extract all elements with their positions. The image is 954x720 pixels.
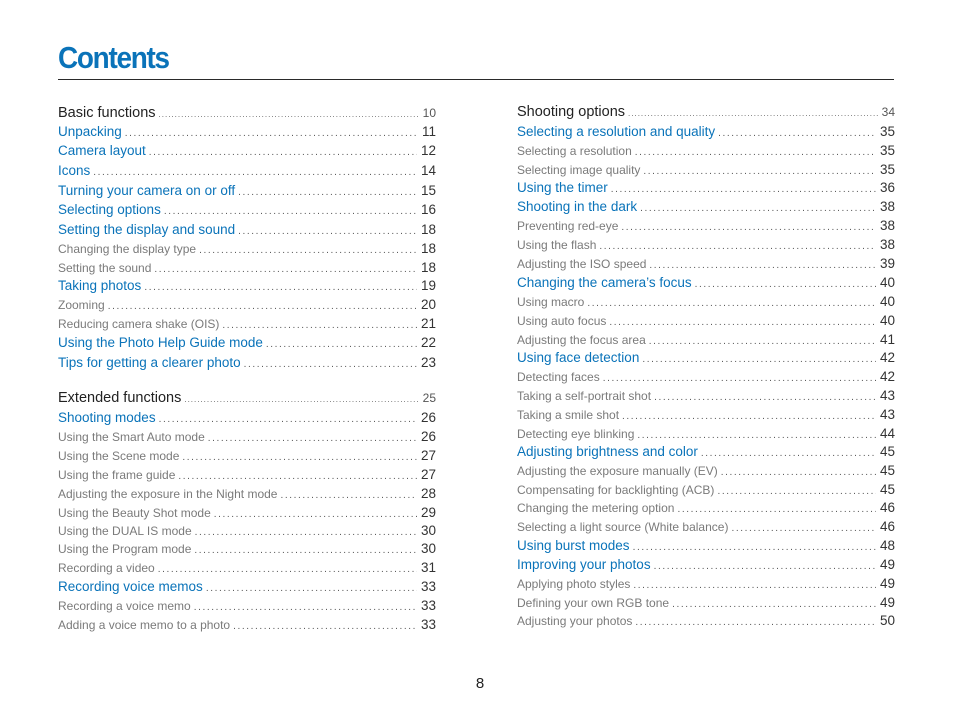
toc-entry-title: Detecting eye blinking (517, 427, 635, 441)
toc-leader-dots (643, 166, 876, 177)
toc-page-number: 14 (420, 163, 436, 178)
toc-page-number: 26 (420, 410, 436, 425)
toc-leader-dots (611, 184, 876, 195)
toc-leader-dots (635, 617, 876, 628)
toc-leader-dots (149, 147, 417, 158)
toc-link[interactable] (517, 275, 895, 290)
toc-entry-title: Adjusting the ISO speed (517, 257, 647, 271)
toc-page-number: 19 (420, 278, 436, 293)
toc-subentry (58, 241, 436, 256)
toc-leader-dots (731, 523, 876, 534)
toc-page-number: 12 (420, 143, 436, 158)
toc-entry-title: Zooming (58, 298, 105, 312)
title-divider (58, 79, 894, 80)
toc-subentry (517, 332, 895, 347)
toc-page-number: 34 (881, 105, 895, 119)
toc-page-number: 38 (879, 237, 895, 252)
toc-page-number: 21 (420, 316, 436, 331)
toc-page-number: 45 (879, 482, 895, 497)
toc-page-number: 41 (879, 332, 895, 347)
toc-page-number: 38 (879, 218, 895, 233)
toc-subentry (58, 541, 436, 556)
toc-entry-title: Taking a smile shot (517, 408, 620, 422)
toc-page-number: 40 (879, 275, 895, 290)
toc-subentry (58, 467, 436, 482)
toc-leader-dots (164, 206, 417, 217)
toc-entry-title: Taking a self-portrait shot (517, 389, 652, 403)
toc-leader-dots (718, 128, 876, 139)
toc-leader-dots (695, 279, 876, 290)
toc-leader-dots (280, 490, 417, 501)
toc-entry-title: Applying photo styles (517, 577, 631, 591)
toc-entry-title: Recording a video (58, 561, 155, 575)
toc-entry-title: Using the Beauty Shot mode (58, 506, 211, 520)
toc-link[interactable] (58, 355, 436, 370)
toc-subentry (58, 523, 436, 538)
toc-leader-dots (158, 564, 417, 575)
toc-leader-dots (266, 339, 417, 350)
toc-leader-dots (633, 542, 876, 553)
toc-entry-title: Compensating for backlighting (ACB) (517, 483, 715, 497)
page-title: Contents (58, 40, 169, 75)
toc-link[interactable] (58, 278, 436, 293)
toc-subentry (517, 613, 895, 628)
toc-page-number: 36 (879, 180, 895, 195)
toc-entry-title: Adding a voice memo to a photo (58, 618, 231, 632)
toc-subentry (58, 448, 436, 463)
toc-page-number: 33 (420, 579, 436, 594)
toc-entry-title: Adjusting the focus area (517, 333, 646, 347)
toc-entry-title: Using the Scene mode (58, 449, 180, 463)
toc-page-number: 26 (420, 429, 436, 444)
toc-entry-title: Using the Photo Help Guide mode (58, 335, 263, 350)
toc-entry-title: Using the flash (517, 238, 597, 252)
toc-leader-dots (721, 467, 876, 478)
toc-leader-dots (621, 222, 876, 233)
toc-section-heading (58, 105, 436, 121)
toc-leader-dots (677, 504, 876, 515)
toc-section-heading (517, 104, 895, 120)
toc-subentry (517, 388, 895, 403)
toc-page-number: 27 (420, 448, 436, 463)
toc-entry-title: Basic functions (58, 105, 156, 121)
toc-page-number: 10 (422, 106, 436, 120)
toc-page-number: 33 (420, 598, 436, 613)
toc-entry-title: Selecting image quality (517, 163, 641, 177)
toc-leader-dots (603, 373, 876, 384)
toc-link[interactable] (517, 199, 895, 214)
toc-page-number: 30 (420, 523, 436, 538)
toc-page-number: 43 (879, 407, 895, 422)
toc-entry-title: Recording voice memos (58, 579, 203, 594)
toc-subentry (58, 617, 436, 632)
toc-page-number: 27 (420, 467, 436, 482)
toc-leader-dots (637, 430, 876, 441)
toc-entry-title: Using auto focus (517, 314, 607, 328)
toc-page-number: 45 (879, 463, 895, 478)
toc-subentry (58, 316, 436, 331)
toc-link[interactable] (517, 538, 895, 553)
toc-page-number: 49 (879, 557, 895, 572)
toc-subentry (517, 237, 895, 252)
toc-link[interactable] (58, 579, 436, 594)
toc-entry-title: Using the DUAL IS mode (58, 524, 192, 538)
toc-link[interactable] (58, 222, 436, 237)
toc-subentry (517, 576, 895, 591)
toc-leader-dots (238, 187, 417, 198)
toc-link[interactable] (58, 143, 436, 158)
toc-page-number: 15 (420, 183, 436, 198)
toc-subentry (58, 560, 436, 575)
toc-entry-title: Selecting a resolution and quality (517, 124, 716, 139)
toc-leader-dots (622, 411, 876, 422)
toc-page-number: 29 (420, 505, 436, 520)
toc-link[interactable] (58, 335, 436, 350)
toc-page-number: 44 (879, 426, 895, 441)
toc-leader-dots (195, 527, 417, 538)
toc-leader-dots (206, 583, 417, 594)
toc-entry-title: Adjusting brightness and color (517, 444, 698, 459)
toc-leader-dots (93, 167, 417, 178)
toc-entry-title: Adjusting the exposure manually (EV) (517, 464, 718, 478)
toc-subentry (58, 260, 436, 275)
toc-subentry (517, 595, 895, 610)
toc-subentry (517, 519, 895, 534)
toc-subentry (517, 218, 895, 233)
toc-entry-title: Shooting options (517, 104, 626, 120)
toc-link[interactable] (58, 410, 436, 425)
toc-entry-title: Adjusting your photos (517, 614, 633, 628)
toc-entry-title: Shooting in the dark (517, 199, 638, 214)
toc-leader-dots (184, 395, 418, 404)
toc-leader-dots (233, 621, 417, 632)
toc-leader-dots (159, 414, 417, 425)
toc-entry-title: Using the timer (517, 180, 608, 195)
toc-page-number: 43 (879, 388, 895, 403)
toc-page-number: 39 (879, 256, 895, 271)
toc-subentry (58, 486, 436, 501)
toc-subentry (517, 294, 895, 309)
toc-leader-dots (199, 245, 417, 256)
toc-leader-dots (628, 109, 878, 118)
toc-page-number: 45 (879, 444, 895, 459)
toc-page-number: 30 (420, 541, 436, 556)
toc-page-number: 46 (879, 519, 895, 534)
toc-leader-dots (178, 471, 417, 482)
toc-leader-dots (649, 260, 876, 271)
toc-link[interactable] (58, 163, 436, 178)
toc-leader-dots (244, 359, 417, 370)
toc-leader-dots (649, 336, 876, 347)
toc-subentry (58, 505, 436, 520)
toc-link[interactable] (517, 444, 895, 459)
toc-section-heading (58, 390, 436, 406)
toc-leader-dots (222, 320, 417, 331)
toc-page-number: 25 (422, 391, 436, 405)
toc-entry-title: Tips for getting a clearer photo (58, 355, 241, 370)
toc-page-number: 33 (420, 617, 436, 632)
toc-entry-title: Changing the display type (58, 242, 197, 256)
toc-entry-title: Improving your photos (517, 557, 651, 572)
toc-leader-dots (194, 602, 417, 613)
toc-subentry (58, 297, 436, 312)
toc-page-number: 22 (420, 335, 436, 350)
toc-leader-dots (717, 486, 876, 497)
toc-page-number: 20 (420, 297, 436, 312)
toc-subentry (517, 407, 895, 422)
toc-leader-dots (194, 545, 417, 556)
toc-link[interactable] (517, 124, 895, 139)
toc-leader-dots (609, 317, 876, 328)
toc-subentry (517, 500, 895, 515)
toc-leader-dots (125, 128, 418, 139)
toc-page-number: 46 (879, 500, 895, 515)
toc-leader-dots (635, 147, 876, 158)
toc-entry-title: Adjusting the exposure in the Night mode (58, 487, 278, 501)
toc-link[interactable] (517, 180, 895, 195)
toc-entry-title: Unpacking (58, 124, 122, 139)
toc-entry-title: Using burst modes (517, 538, 630, 553)
toc-subentry (517, 426, 895, 441)
toc-page-number: 50 (879, 613, 895, 628)
toc-link[interactable] (58, 202, 436, 217)
toc-subentry (517, 313, 895, 328)
toc-entry-title: Selecting a resolution (517, 144, 632, 158)
toc-page-number: 16 (420, 202, 436, 217)
toc-subentry (517, 369, 895, 384)
toc-page-number: 35 (879, 124, 895, 139)
toc-leader-dots (654, 561, 876, 572)
toc-leader-dots (654, 392, 876, 403)
toc-leader-dots (144, 282, 417, 293)
toc-leader-dots (642, 354, 876, 365)
toc-leader-dots (599, 241, 876, 252)
toc-leader-dots (701, 448, 876, 459)
toc-page-number: 49 (879, 576, 895, 591)
toc-entry-title: Preventing red-eye (517, 219, 619, 233)
toc-page-number: 42 (879, 350, 895, 365)
toc-entry-title: Recording a voice memo (58, 599, 191, 613)
toc-entry-title: Using the frame guide (58, 468, 176, 482)
page-number: 8 (475, 675, 485, 692)
toc-entry-title: Using macro (517, 295, 585, 309)
toc-link[interactable] (58, 124, 436, 139)
toc-page-number: 23 (420, 355, 436, 370)
toc-subentry (517, 482, 895, 497)
toc-page-number: 11 (421, 124, 436, 139)
toc-subentry (58, 598, 436, 613)
toc-subentry (58, 429, 436, 444)
toc-leader-dots (182, 452, 417, 463)
toc-leader-dots (672, 599, 876, 610)
toc-page-number: 49 (879, 595, 895, 610)
toc-entry-title: Defining your own RGB tone (517, 596, 670, 610)
toc-link[interactable] (58, 183, 436, 198)
toc-entry-title: Taking photos (58, 278, 142, 293)
toc-link[interactable] (517, 350, 895, 365)
toc-entry-title: Camera layout (58, 143, 146, 158)
toc-page-number: 42 (879, 369, 895, 384)
toc-page-number: 35 (879, 143, 895, 158)
toc-page-number: 18 (420, 260, 436, 275)
toc-entry-title: Using the Program mode (58, 542, 192, 556)
toc-page-number: 28 (420, 486, 436, 501)
toc-page-number: 35 (879, 162, 895, 177)
toc-leader-dots (159, 110, 419, 119)
toc-leader-dots (208, 433, 417, 444)
toc-leader-dots (214, 509, 417, 520)
toc-page-number: 40 (879, 313, 895, 328)
toc-leader-dots (587, 298, 876, 309)
toc-entry-title: Changing the camera’s focus (517, 275, 692, 290)
toc-subentry (517, 143, 895, 158)
toc-leader-dots (633, 580, 876, 591)
toc-entry-title: Icons (58, 163, 91, 178)
toc-entry-title: Changing the metering option (517, 501, 675, 515)
toc-page-number: 18 (420, 222, 436, 237)
toc-page-number: 31 (420, 560, 436, 575)
toc-entry-title: Detecting faces (517, 370, 600, 384)
toc-leader-dots (108, 301, 417, 312)
toc-entry-title: Reducing camera shake (OIS) (58, 317, 220, 331)
toc-entry-title: Selecting a light source (White balance) (517, 520, 729, 534)
toc-entry-title: Extended functions (58, 390, 182, 406)
toc-entry-title: Selecting options (58, 202, 161, 217)
toc-entry-title: Turning your camera on or off (58, 183, 236, 198)
toc-page-number: 18 (420, 241, 436, 256)
toc-entry-title: Using face detection (517, 350, 640, 365)
toc-leader-dots (640, 203, 876, 214)
toc-entry-title: Shooting modes (58, 410, 156, 425)
toc-page-number: 40 (879, 294, 895, 309)
toc-leader-dots (154, 264, 417, 275)
toc-subentry (517, 256, 895, 271)
toc-leader-dots (238, 226, 417, 237)
toc-page-number: 48 (879, 538, 895, 553)
toc-entry-title: Setting the sound (58, 261, 152, 275)
toc-entry-title: Using the Smart Auto mode (58, 430, 205, 444)
toc-entry-title: Setting the display and sound (58, 222, 236, 237)
toc-link[interactable] (517, 557, 895, 572)
toc-subentry (517, 162, 895, 177)
toc-page-number: 38 (879, 199, 895, 214)
toc-subentry (517, 463, 895, 478)
